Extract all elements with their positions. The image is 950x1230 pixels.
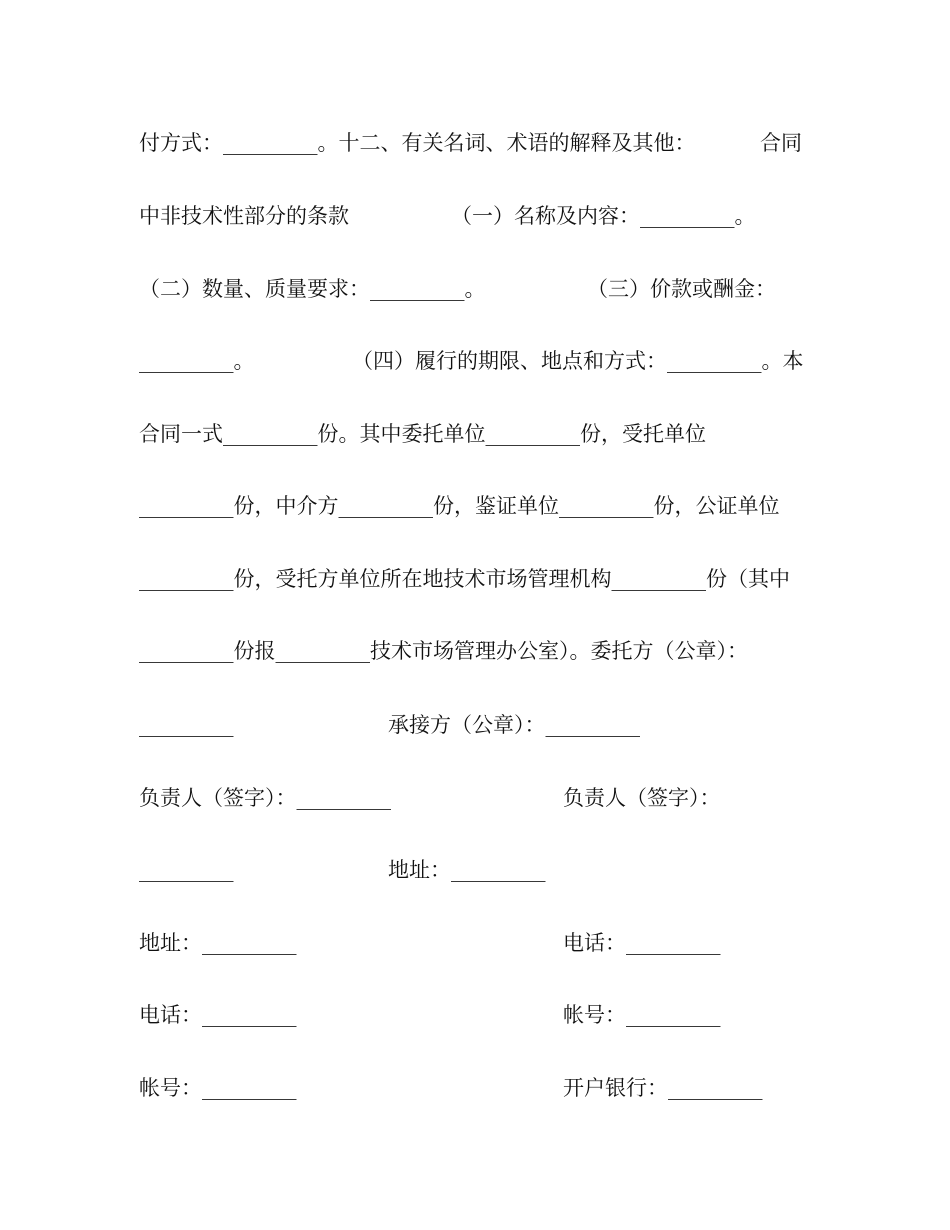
line-text: _________份，中介方_________份，鉴证单位_________份，公证单位: [139, 494, 780, 518]
signature-line-4: [139, 928, 819, 958]
signature-line-2: [139, 783, 819, 813]
contract-line-4: [139, 346, 819, 376]
contract-line-8: [139, 636, 819, 666]
contract-line-5: [139, 419, 819, 449]
signature-line-1: [139, 710, 819, 740]
line-text-right: 合同: [760, 131, 802, 155]
line-text: _________份，受托方单位所在地技术市场管理机构_________份（其中: [139, 567, 790, 591]
line-text: 付方式：_________。十二、有关名词、术语的解释及其他：: [139, 131, 696, 155]
contract-line-2: [139, 201, 819, 231]
contractor-account-label: 帐号：_________: [563, 1003, 721, 1027]
blank-field: _________: [139, 713, 234, 737]
principal-address-label: 地址：_________: [139, 931, 297, 955]
principal-account-label: 帐号：_________: [139, 1076, 297, 1100]
line-text: 合同一式_________份。其中委托单位_________份，受托单位: [139, 422, 706, 446]
line-text: _________份报_________技术市场管理办公室）。委托方（公章）：: [139, 639, 748, 663]
contractor-signature-label: 负责人（签字）：: [563, 786, 721, 810]
line-text-right: （三）价款或酬金：: [587, 277, 776, 301]
contract-line-7: [139, 564, 819, 594]
contractor-phone-label: 电话：_________: [563, 931, 721, 955]
signature-line-3: [139, 855, 819, 885]
contract-line-6: [139, 491, 819, 521]
line-text: _________。: [139, 349, 255, 373]
contractor-seal-label: 承接方（公章）：_________: [388, 713, 640, 737]
contract-line-1: [139, 128, 819, 158]
contract-line-3: [139, 274, 819, 304]
signature-line-6: [139, 1073, 819, 1103]
blank-field: _________: [139, 858, 234, 882]
signature-line-5: [139, 1000, 819, 1030]
line-text-right: （一）名称及内容：_________。: [451, 204, 756, 228]
contractor-address-label: 地址：_________: [388, 858, 546, 882]
principal-phone-label: 电话：_________: [139, 1003, 297, 1027]
line-text: （二）数量、质量要求：_________。: [139, 277, 486, 301]
contractor-bank-label: 开户银行：_________: [563, 1076, 763, 1100]
principal-signature-label: 负责人（签字）：_________: [139, 786, 391, 810]
line-text: 中非技术性部分的条款: [139, 204, 349, 228]
line-text-right: （四）履行的期限、地点和方式：_________。本: [352, 349, 804, 373]
